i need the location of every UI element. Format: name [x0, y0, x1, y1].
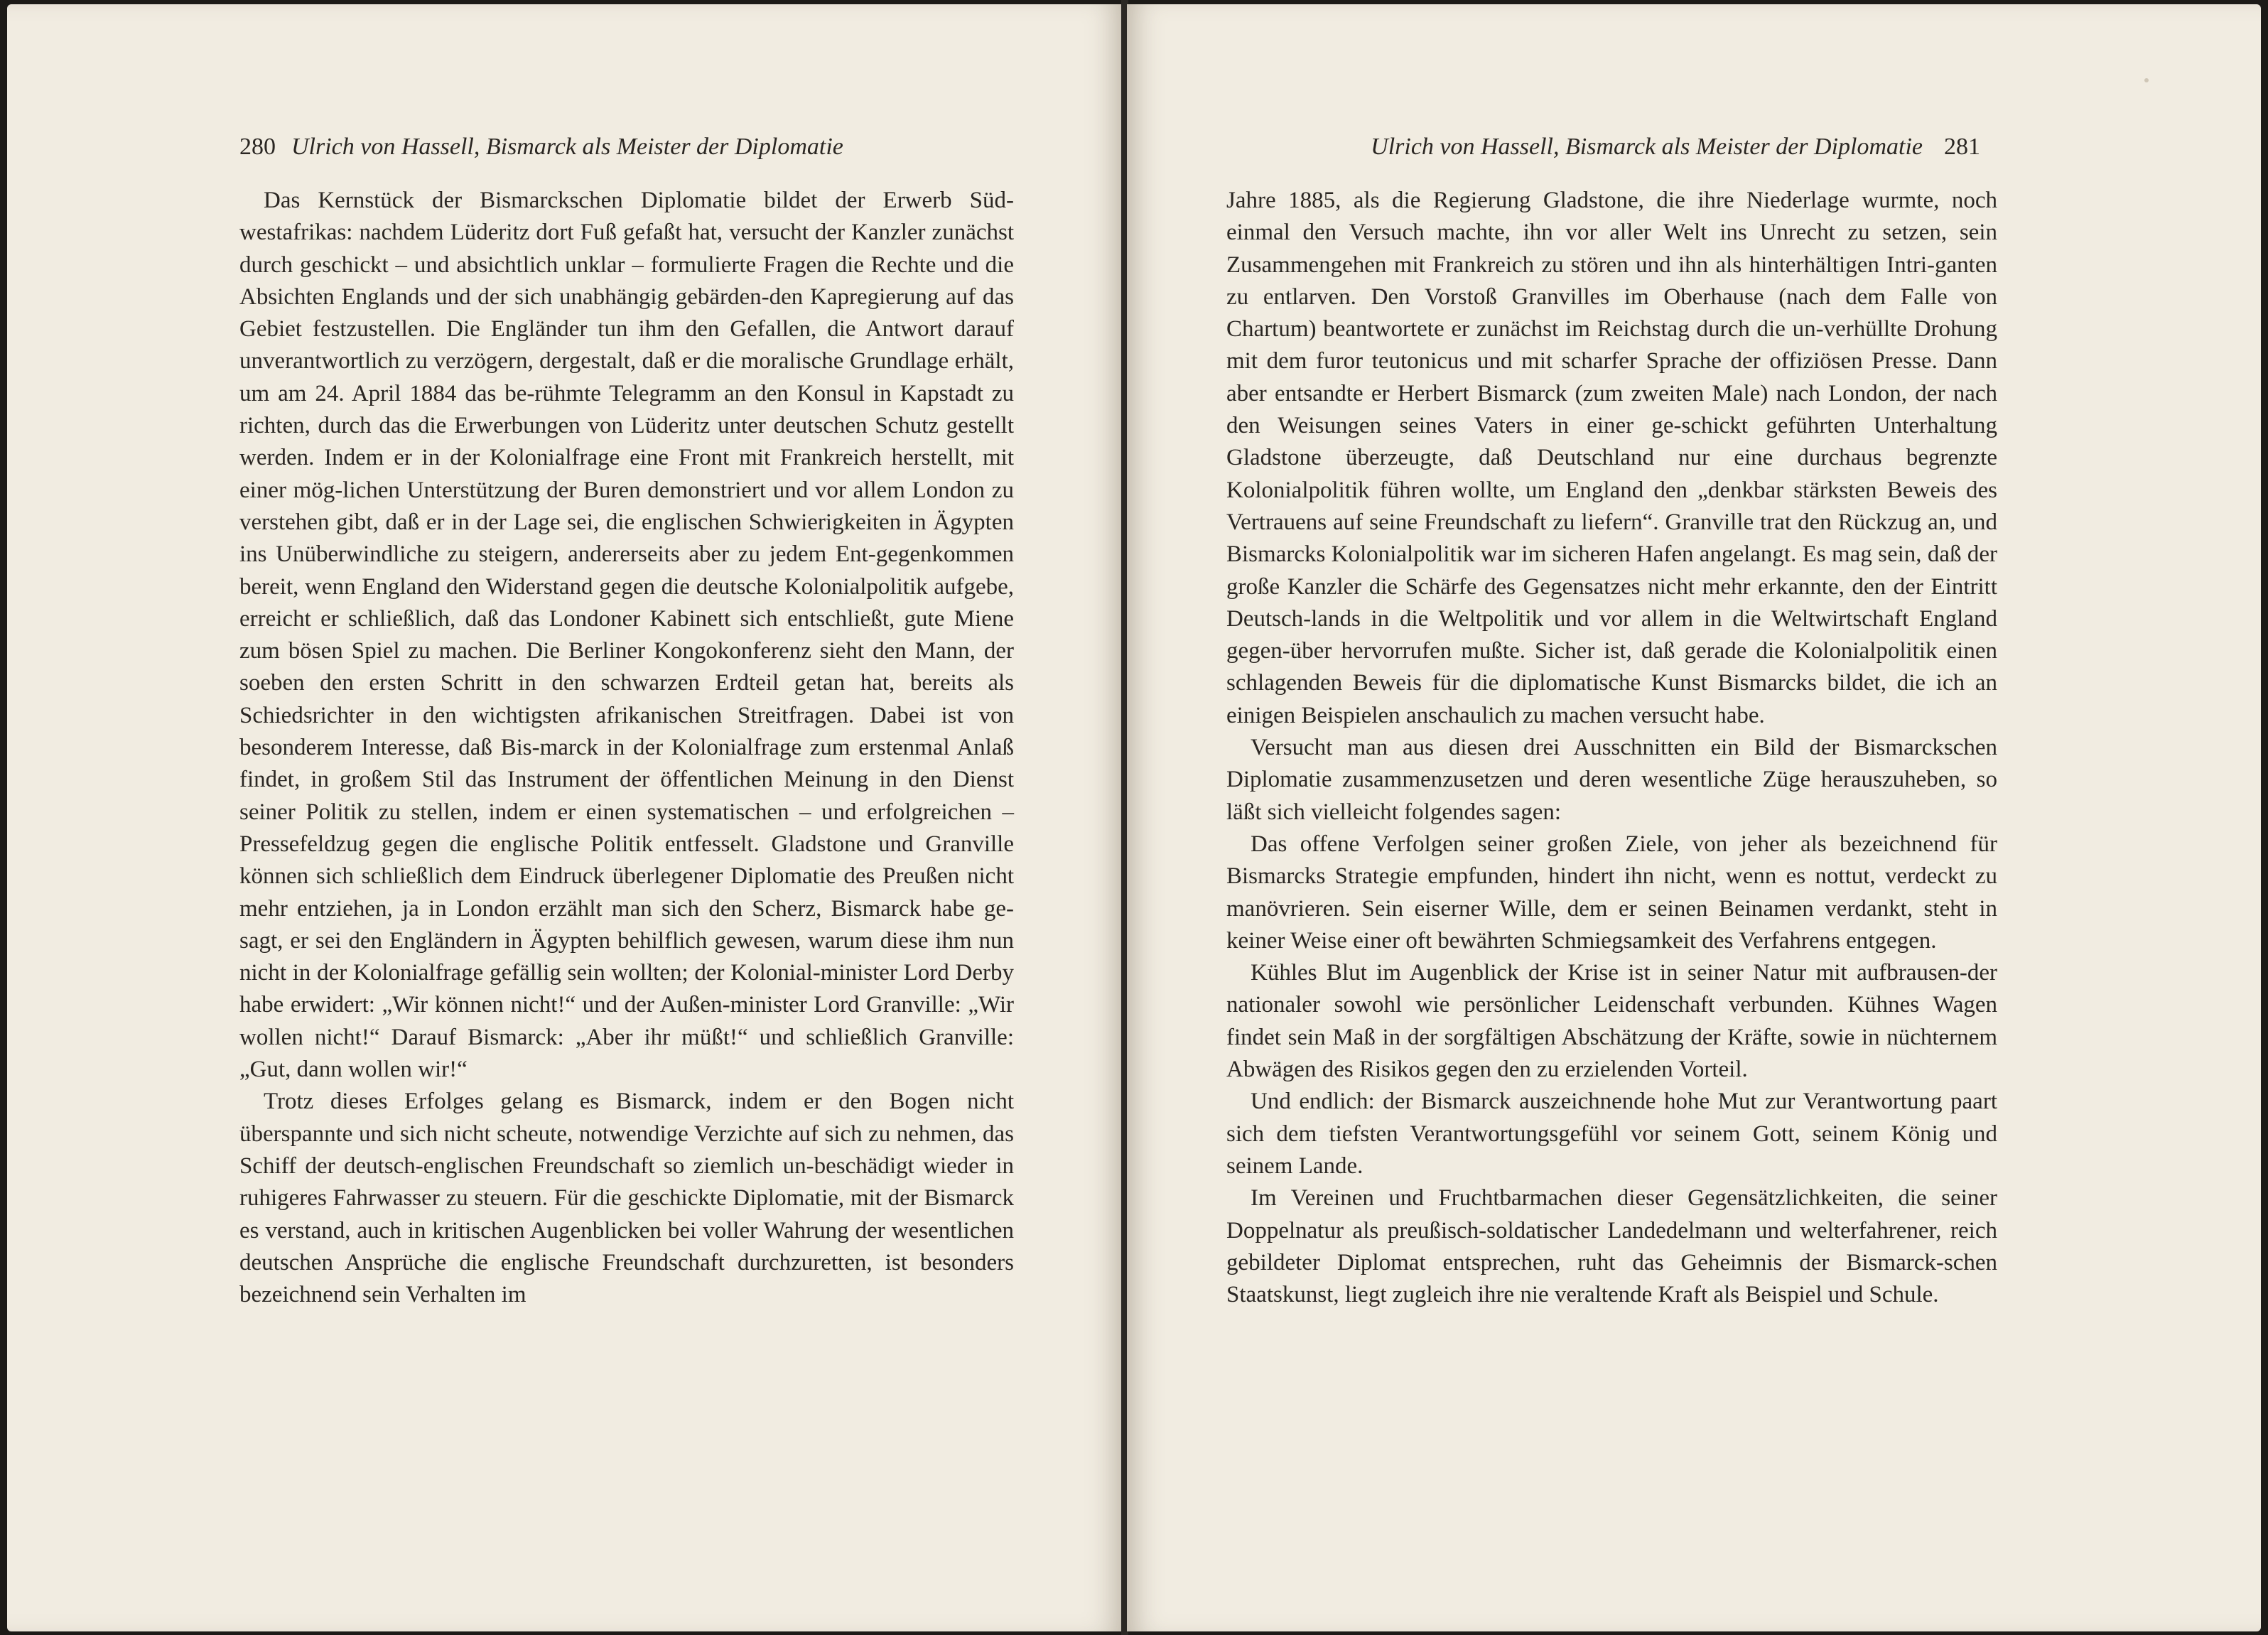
- paragraph: Das Kernstück der Bismarckschen Diplomatie bildet der Erwerb Süd-westafrikas: nachdem Lüderitz dort Fuß gefaßt hat, versucht der Kanzler zunächst durch geschickt – und absichtlich unklar – formulierte Fragen die Rechte und die Absichten Englands und der sich unabhängig gebärden-den Kapregierung auf das Gebiet festzustellen. Die Engländer tun ihm den Gefallen, die Antwort darauf unverantwortlich zu verzögern, dergestalt, daß er die moralische Grundlage erhält, um am 24. April 1884 das be-rühmte Telegramm an den Konsul in Kapstadt zu richten, durch das die Erwerbungen von Lüderitz unter deutschen Schutz gestellt werden. Indem er in der Kolonialfrage eine Front mit Frankreich herstellt, mit einer mög-lichen Unterstützung der Buren demonstriert und vor allem London zu verstehen gibt, daß er in der Lage sei, die englischen Schwierigkeiten in Ägypten ins Unüberwindliche zu steigern, andererseits aber zu jedem Ent-gegenkommen bereit, wenn England den Widerstand gegen die deutsche Kolonialpolitik aufgebe, erreicht er schließlich, daß das Londoner Kabinett sich entschließt, gute Miene zum bösen Spiel zu machen. Die Berliner Kongokonferenz sieht den Mann, der soeben den ersten Schritt in den schwarzen Erdteil getan hat, bereits als Schiedsrichter in den wichtigsten afrikanischen Streitfragen. Dabei ist von besonderem Interesse, daß Bis-marck in der Kolonialfrage zum erstenmal Anlaß findet, in großem Stil das Instrument der öffentlichen Meinung in den Dienst seiner Politik zu stellen, indem er einen systematischen – und erfolgreichen – Pressefeldzug gegen die englische Politik entfesselt. Gladstone und Granville können sich schließlich dem Eindruck überlegener Diplomatie des Preußen nicht mehr entziehen, ja in London erzählt man sich den Scherz, Bismarck habe ge-sagt, er sei den Engländern in Ägypten behilflich gewesen, warum diese ihm nun nicht in der Kolonialfrage gefällig sein wollten; der Kolonial-minister Lord Derby habe erwidert: „Wir können nicht!“ und der Außen-minister Lord Granville: „Wir wollen nicht!“ Darauf Bismarck: „Aber ihr müßt!“ und schließlich Granville: „Gut, dann wollen wir!“: [239, 188, 1014, 1083]
- page-number: 281: [1944, 134, 1980, 160]
- right-running-head: [1371, 131, 1980, 163]
- paragraph: Versucht man aus diesen drei Ausschnitten ein Bild der Bismarckschen Diplomatie zusammenzusetzen und deren wesentliche Züge herauszuheben, so läßt sich vielleicht folgendes sagen:: [1226, 735, 1997, 825]
- paragraph: Trotz dieses Erfolges gelang es Bismarck, indem er den Bogen nicht überspannte und sich nicht scheute, notwendige Verzichte auf sich zu nehmen, das Schiff der deutsch-englischen Freundschaft so ziemlich un-beschädigt wieder in ruhigeres Fahrwasser zu steuern. Für die geschickte Diplomatie, mit der Bismarck es verstand, auch in kritischen Augenblicken bei voller Wahrung der wesentlichen deutschen Ansprüche die englische Freundschaft durchzuretten, ist besonders bezeichnend sein Verhalten im: [239, 1089, 1014, 1308]
- right-page-text: [1226, 185, 1997, 1311]
- left-page: [7, 4, 1123, 1631]
- left-page-text: [239, 185, 1014, 1311]
- left-running-head: [239, 131, 843, 163]
- right-page: [1127, 4, 2261, 1631]
- running-head-title: Ulrich von Hassell, Bismarck als Meister der Diplomatie: [1371, 134, 1923, 160]
- page-number: 280: [239, 134, 276, 160]
- paragraph: Im Vereinen und Fruchtbarmachen dieser Gegensätzlichkeiten, die seiner Doppelnatur als preußisch-soldatischer Landedelmann und welterfahrener, reich gebildeter Diplomat entsprechen, ruht das Geheimnis der Bismarck-schen Staatskunst, liegt zugleich ihre nie veraltende Kraft als Beispiel und Schule.: [1226, 1185, 1997, 1308]
- paragraph: Das offene Verfolgen seiner großen Ziele, von jeher als bezeichnend für Bismarcks Strategie empfunden, hindert ihn nicht, wenn es nottut, verdeckt zu manövrieren. Sein eiserner Wille, dem er seinen Beinamen verdankt, steht in keiner Weise einer oft bewährten Schmiegsamkeit des Verfahrens entgegen.: [1226, 831, 1997, 954]
- running-head-title: Ulrich von Hassell, Bismarck als Meister der Diplomatie: [291, 134, 843, 160]
- paragraph: Und endlich: der Bismarck auszeichnende hohe Mut zur Verantwortung paart sich dem tiefsten Verantwortungsgefühl vor seinem Gott, seinem König und seinem Lande.: [1226, 1089, 1997, 1179]
- paper-speck: [2144, 78, 2149, 82]
- paragraph: Kühles Blut im Augenblick der Krise ist in seiner Natur mit aufbrausen-der nationaler sowohl wie persönlicher Leidenschaft verbunden. Kühnes Wagen findet sein Maß in der sorgfältigen Abschätzung der Kräfte, sowie in nüchternem Abwägen des Risikos gegen den zu erzielenden Vorteil.: [1226, 960, 1997, 1083]
- paragraph: Jahre 1885, als die Regierung Gladstone, die ihre Niederlage wurmte, noch einmal den Versuch machte, ihn vor aller Welt ins Unrecht zu setzen, sein Zusammengehen mit Frankreich zu stören und ihn als hinterhältigen Intri-ganten zu entlarven. Den Vorstoß Granvilles im Oberhause (nach dem Falle von Chartum) beantwortete er zunächst im Reichstag durch die un-verhüllte Drohung mit dem furor teutonicus und mit scharfer Sprache der offiziösen Presse. Dann aber entsandte er Herbert Bismarck (zum zweiten Male) nach London, der nach den Weisungen seines Vaters in einer ge-schickt geführten Unterhaltung Gladstone überzeugte, daß Deutschland nur eine durchaus begrenzte Kolonialpolitik führen wollte, um England den „denkbar stärksten Beweis des Vertrauens auf seine Freundschaft zu liefern“. Granville trat den Rückzug an, und Bismarcks Kolonialpolitik war im sicheren Hafen angelangt. Es mag sein, daß der große Kanzler die Schärfe des Gegensatzes nicht mehr erkannte, den der Eintritt Deutsch-lands in die Weltpolitik und vor allem in die Weltwirtschaft England gegen-über hervorrufen mußte. Sicher ist, daß gerade die Kolonialpolitik einen schlagenden Beweis für die diplomatische Kunst Bismarcks bildet, die ich an einigen Beispielen anschaulich zu machen versucht habe.: [1226, 188, 1997, 728]
